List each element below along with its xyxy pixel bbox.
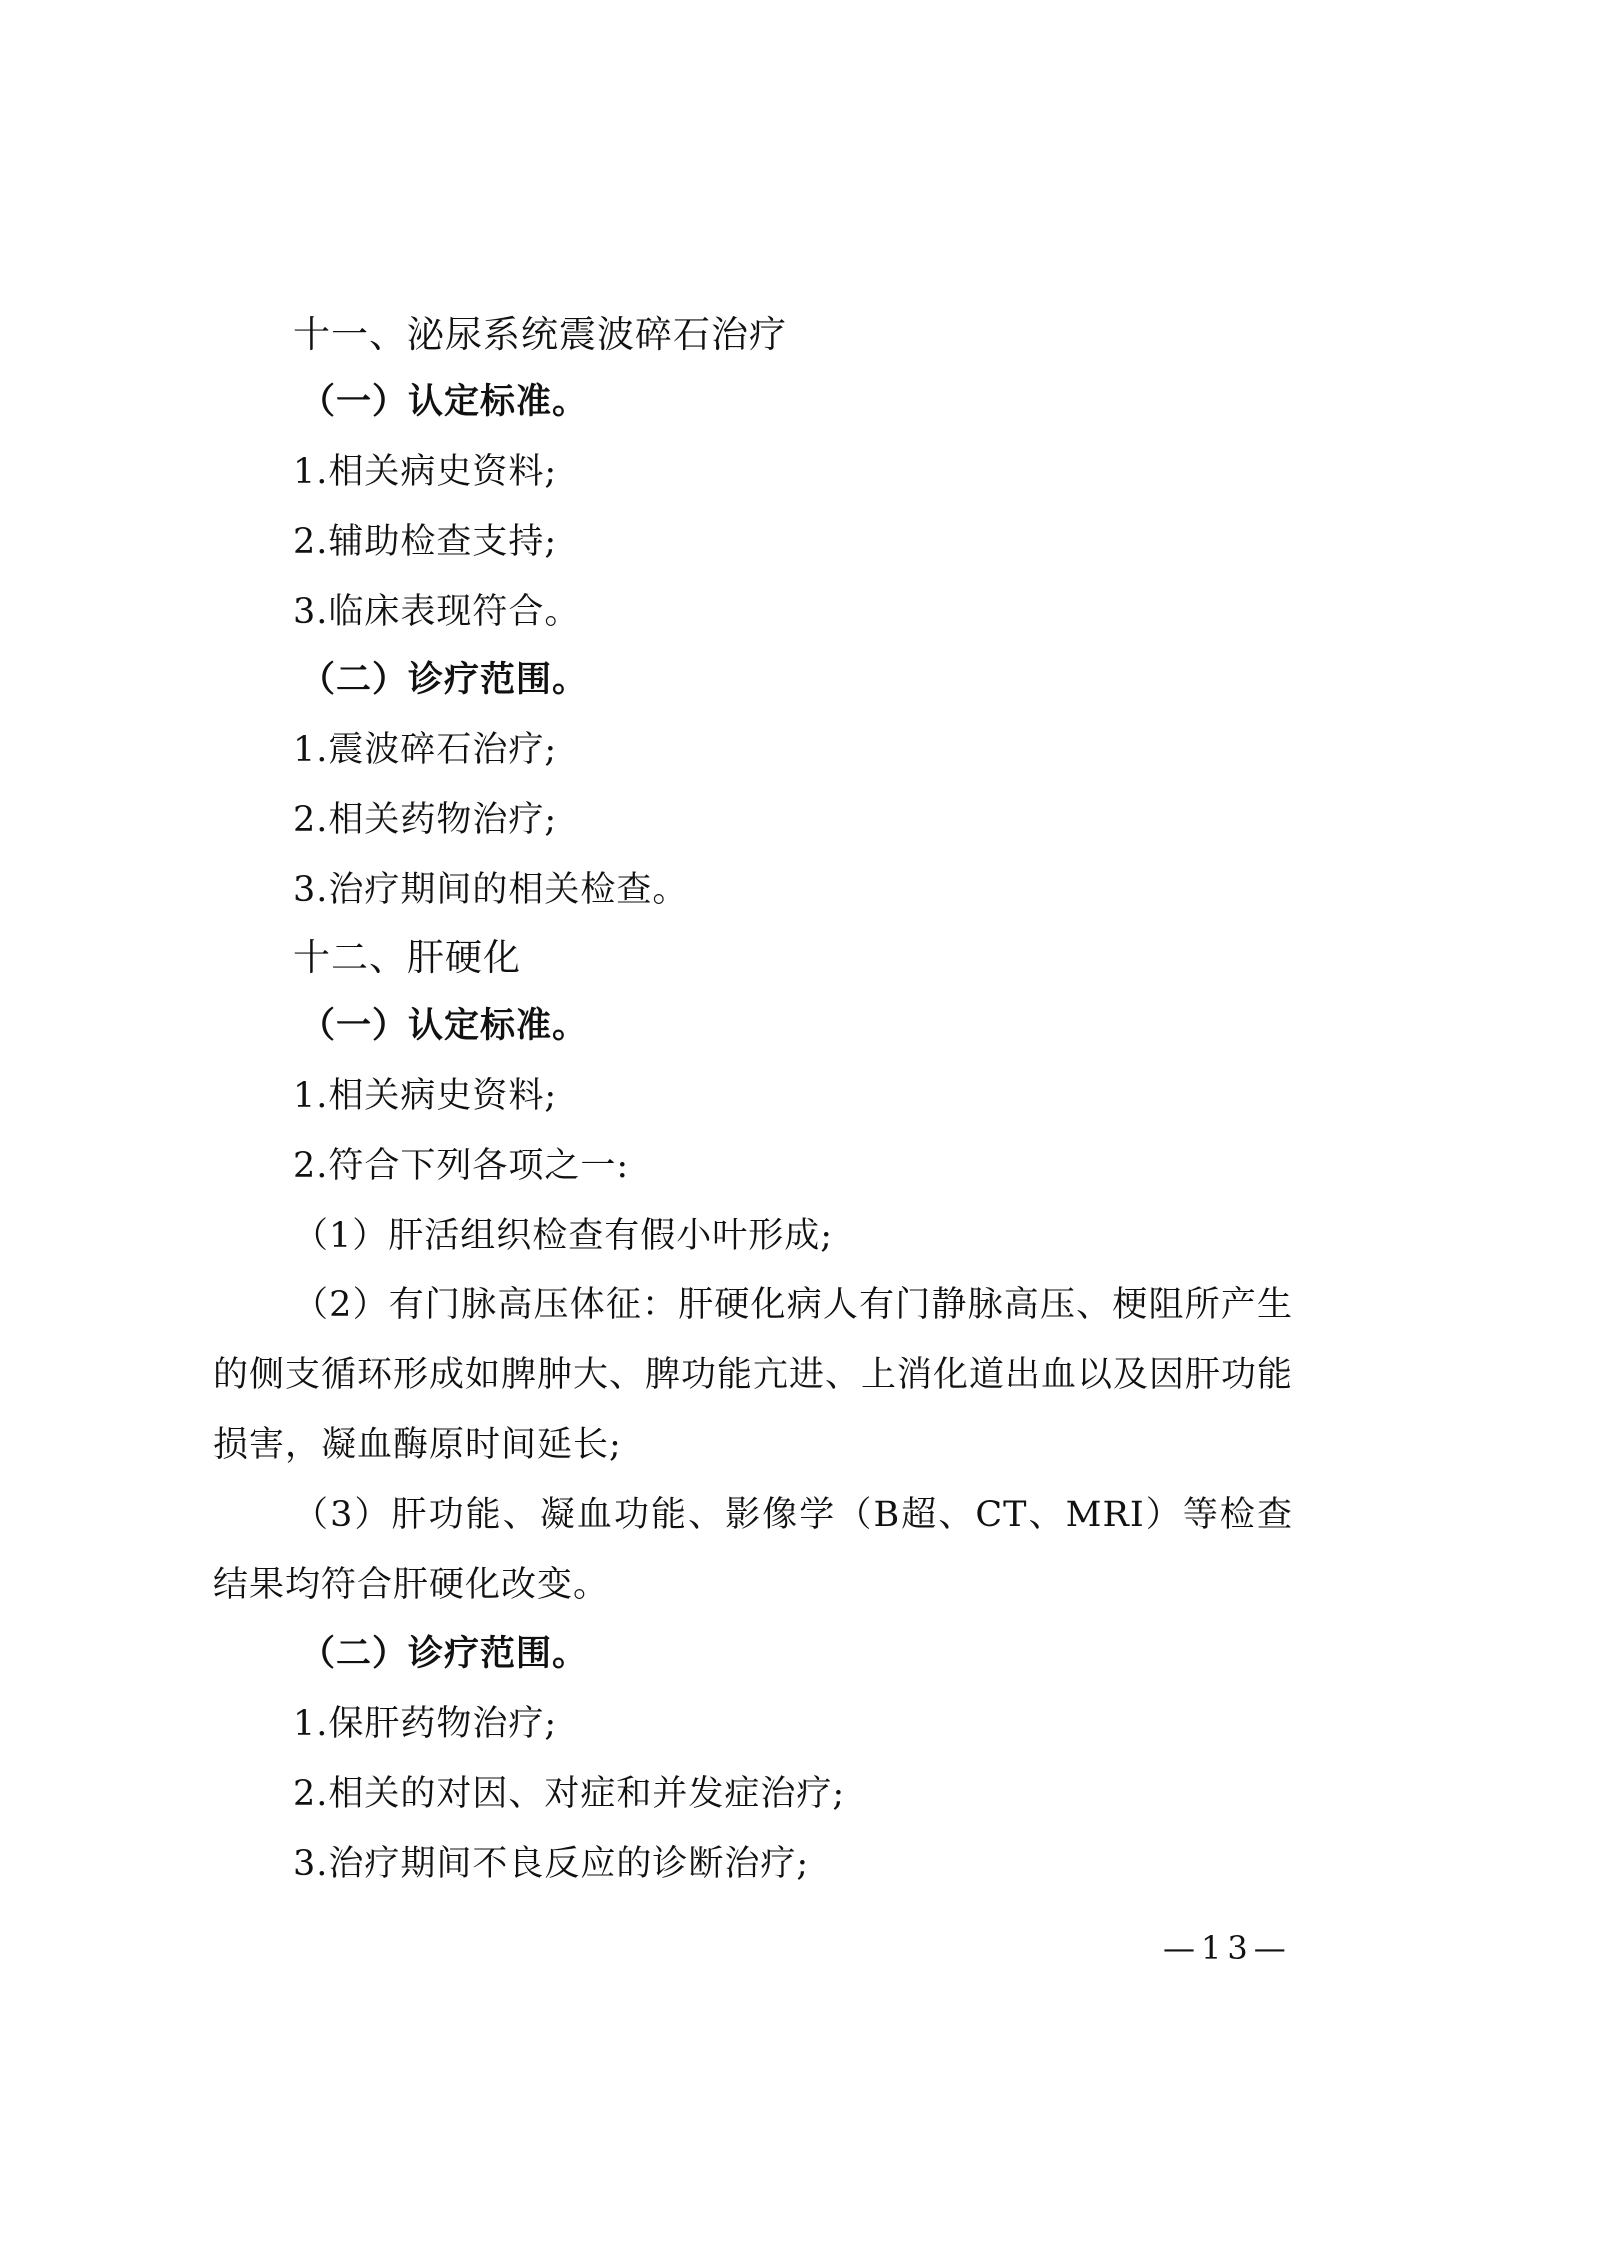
section-11-scope-item-2: 2.相关药物治疗; (293, 800, 558, 840)
section-11-scope-heading: （二）诊疗范围。 (300, 660, 589, 700)
section-11-criteria-heading: （一）认定标准。 (300, 382, 589, 422)
section-12-scope-item-2: 2.相关的对因、对症和并发症治疗; (293, 1774, 846, 1814)
section-12-criteria-item-1: 1.相关病史资料; (293, 1076, 558, 1116)
section-12-scope-item-3: 3.治疗期间不良反应的诊断治疗; (293, 1844, 810, 1884)
section-11-criteria-item-1: 1.相关病史资料; (293, 452, 558, 492)
section-12-sub-item-2: （2）有门脉高压体征：肝硬化病人有门静脉高压、梗阻所产生的侧支循环形成如脾肿大、脾功能亢进、上消化道出血以及因肝功能损害，凝血酶原时间延长; (213, 1285, 1294, 1465)
section-12-criteria-heading: （一）认定标准。 (300, 1006, 589, 1046)
section-11-scope-item-1: 1.震波碎石治疗; (293, 730, 558, 770)
section-12-scope-heading: （二）诊疗范围。 (300, 1634, 589, 1674)
section-11-criteria-item-3: 3.临床表现符合。 (293, 592, 581, 632)
section-11-title: 十一、泌尿系统震波碎石治疗 (293, 313, 787, 356)
section-12-title: 十二、肝硬化 (293, 936, 521, 979)
section-12-scope-item-1: 1.保肝药物治疗; (293, 1704, 558, 1744)
page-number: —13— (1163, 1929, 1292, 1967)
section-12-sub-item-3: （3）肝功能、凝血功能、影像学（B超、CT、MRI）等检查结果均符合肝硬化改变。 (213, 1495, 1293, 1605)
section-12-criteria-item-2: 2.符合下列各项之一: (293, 1146, 630, 1186)
section-11-scope-item-3: 3.治疗期间的相关检查。 (293, 870, 689, 910)
section-11-criteria-item-2: 2.辅助检查支持; (293, 522, 558, 562)
section-12-sub-item-1: （1）肝活组织检查有假小叶形成; (293, 1216, 834, 1256)
